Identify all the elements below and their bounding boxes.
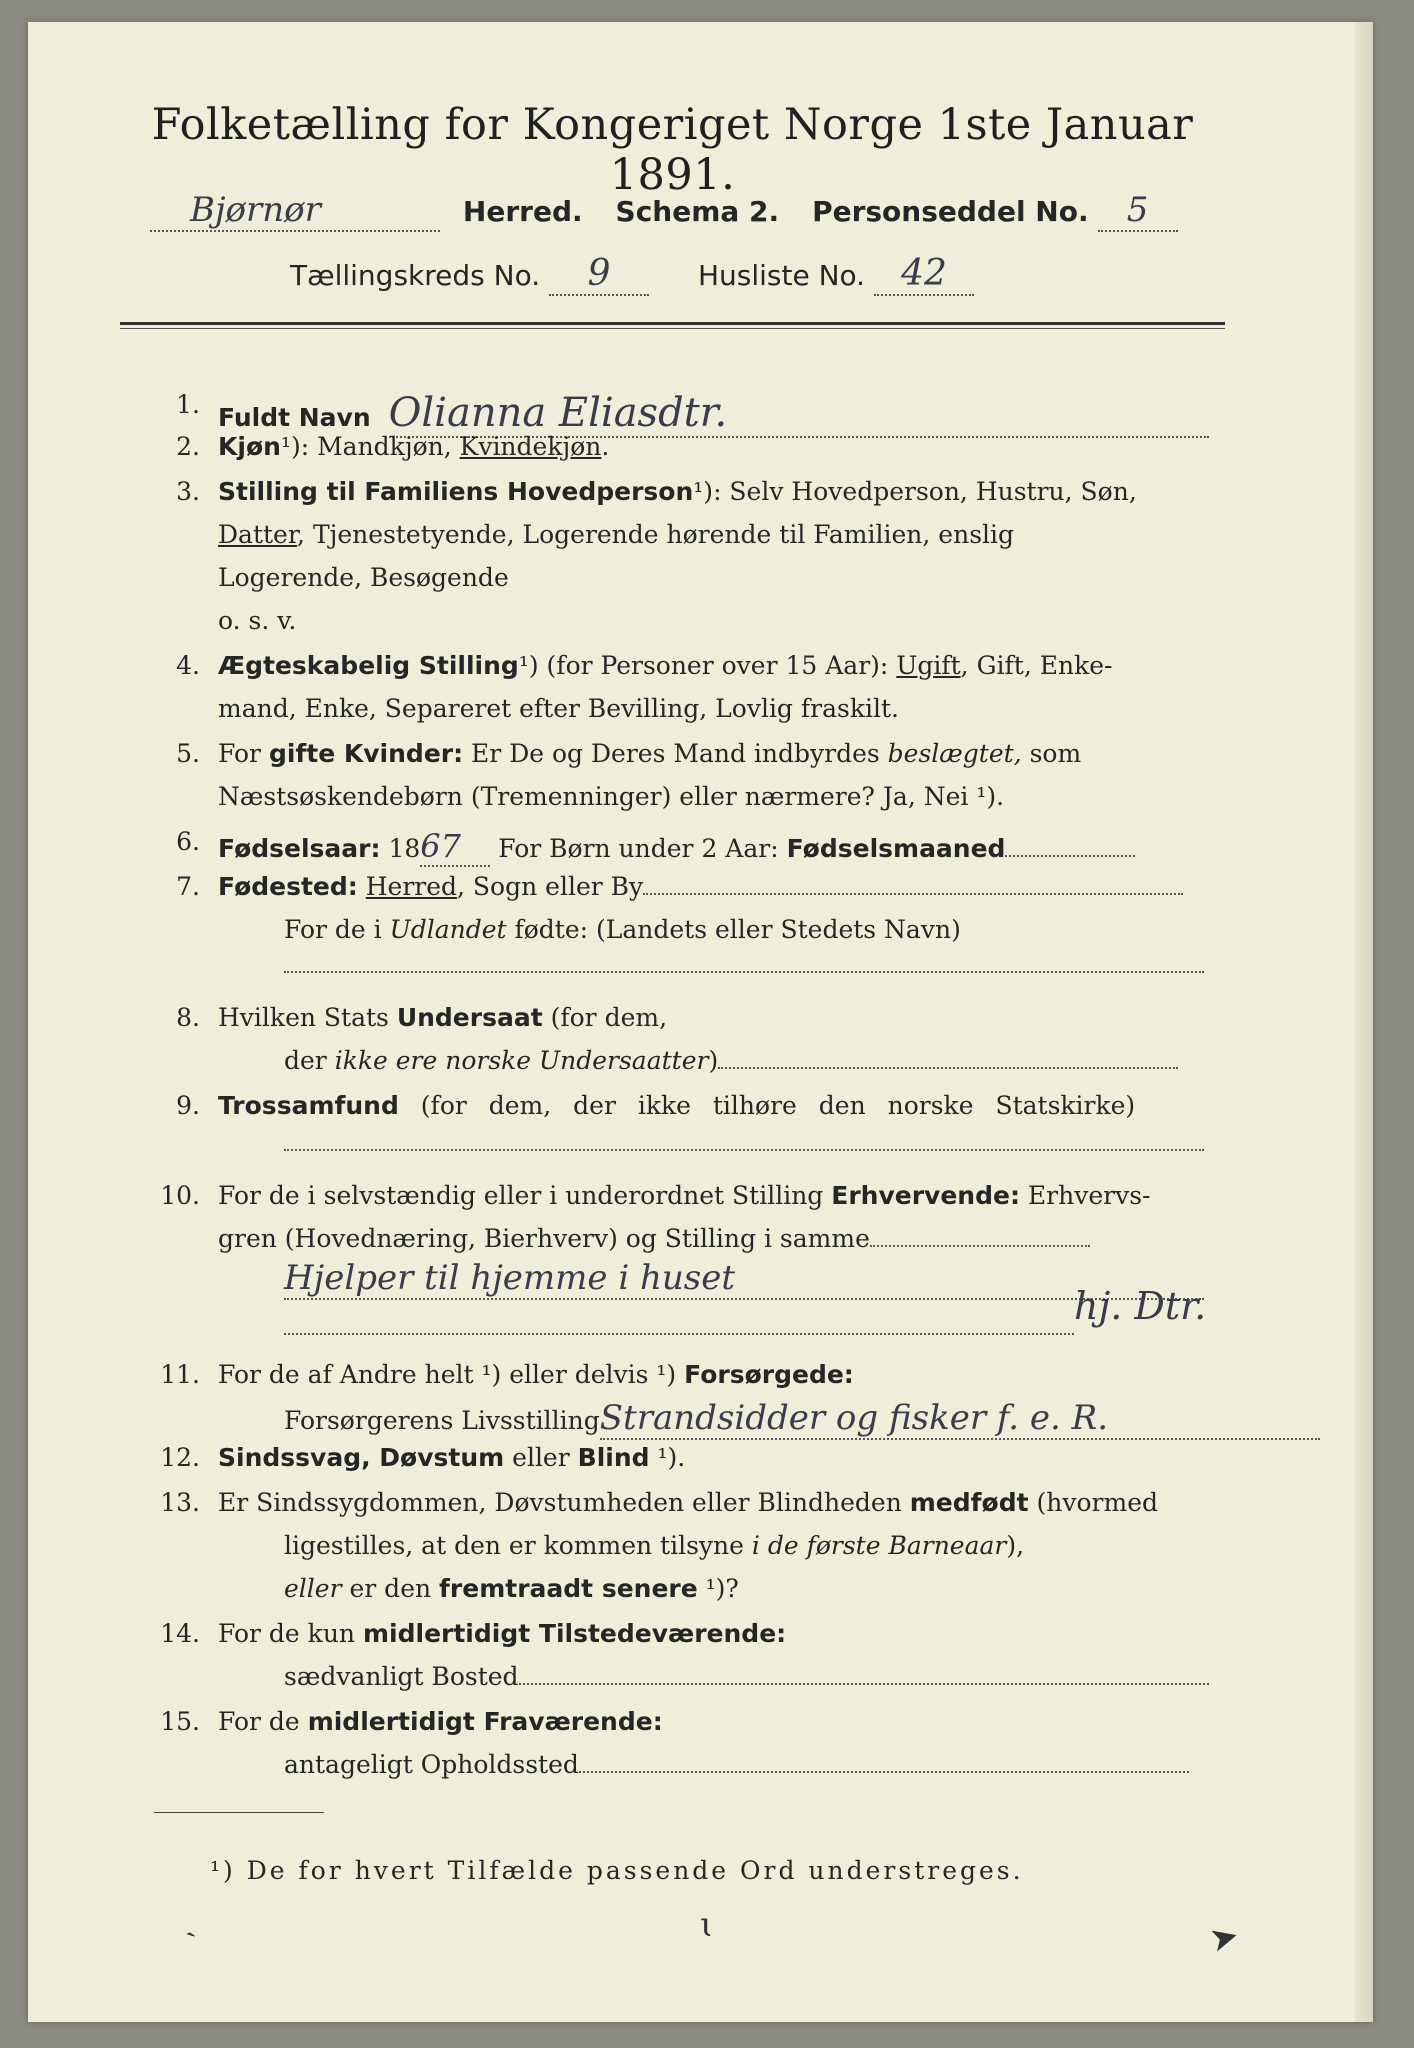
item-tilstedevaerende: For de kun midlertidigt Tilstedeværende: — [218, 1619, 787, 1648]
header-line-3 — [290, 253, 974, 296]
item-fravaerende: For de midlertidigt Fraværende: — [218, 1707, 663, 1736]
item-forsorgede-line2: Forsørgerens LivsstillingStrandsidder og fisker f. e. R. — [284, 1398, 1320, 1440]
item-number: 5. — [176, 739, 200, 768]
form-title: Folketælling for Kongeriget Norge 1ste Januar 1891. — [151, 100, 1194, 200]
item-number: 13. — [160, 1488, 200, 1517]
husliste-label: Husliste No. — [697, 259, 866, 292]
item-medfodt: Er Sindssygdommen, Døvstumheden eller Blindheden medfødt (hvormed — [218, 1488, 1158, 1517]
forsorger-value: Strandsidder og fisker f. e. R. — [600, 1398, 1320, 1440]
item-number: 15. — [160, 1707, 200, 1736]
item-fuldt-navn: Fuldt Navn Olianna Eliasdtr. — [218, 390, 1209, 438]
personseddel-label: Personseddel No. — [812, 195, 1089, 228]
kreds-label: Tællingskreds No. — [290, 259, 541, 292]
item-stilling-line4: o. s. v. — [218, 606, 297, 635]
item-number: 9. — [176, 1091, 200, 1120]
personseddel-value: 5 — [1098, 190, 1178, 232]
item-medfodt-line2: ligestilles, at den er kommen tilsyne i de første Barneaar), — [284, 1531, 1025, 1560]
erhverv-note: hj. Dtr. — [1074, 1284, 1207, 1328]
aegteskab-selected: Ugift — [896, 651, 961, 680]
item-stilling-line3: Logerende, Besøgende — [218, 563, 509, 592]
opholdssted-field — [579, 1771, 1189, 1773]
item-stilling: Stilling til Familiens Hovedperson¹): Selv Hovedperson, Hustru, Søn, — [218, 477, 1137, 506]
pencil-mark: ˎ — [173, 1899, 198, 1941]
erhverv-value: Hjelper til hjemme i huset — [284, 1258, 1204, 1300]
fodselsmaaned-field — [1005, 855, 1135, 857]
item-gifte-kvinder: For gifte Kvinder: Er De og Deres Mand indbyrdes beslægtet, som — [218, 739, 1082, 768]
item-number: 1. — [176, 390, 200, 419]
item-stilling-line2: Datter, Tjenestetyende, Logerende hørende til Familien, enslig — [218, 520, 1015, 549]
stilling-selected: Datter — [218, 520, 298, 549]
header-rule-thin — [120, 328, 1225, 329]
fodested-selected: Herred — [365, 872, 458, 901]
item-undersaat-line2: der ikke ere norske Undersaatter) — [284, 1046, 1178, 1075]
trossamfund-field — [284, 1128, 1204, 1157]
erhverv-field-2 — [284, 1284, 1207, 1344]
item-trossamfund: Trossamfund (for dem, der ikke tilhøre den norske Statskirke) — [218, 1091, 1136, 1120]
item-undersaat: Hvilken Stats Undersaat (for dem, — [218, 1003, 668, 1032]
item-number: 3. — [176, 477, 200, 506]
fuldt-navn-value: Olianna Eliasdtr. — [389, 390, 1209, 438]
item-number: 14. — [160, 1619, 200, 1648]
item-number: 4. — [176, 651, 200, 680]
item-sindssvag: Sindssvag, Døvstum eller Blind ¹). — [218, 1443, 686, 1472]
fodselsaar-value: 67 — [420, 827, 490, 867]
bosted-field — [519, 1683, 1209, 1685]
item-number: 7. — [176, 872, 200, 901]
herred-label: Herred. — [462, 195, 583, 228]
footnote: ¹) De for hvert Tilfælde passende Ord understreges. — [210, 1856, 1024, 1885]
schema-label: Schema 2. — [615, 195, 780, 228]
item-number: 6. — [176, 827, 200, 856]
header-line-2 — [150, 190, 1178, 232]
item-number: 2. — [176, 432, 200, 461]
pencil-mark: ➤ — [1205, 1914, 1244, 1962]
item-kjon: Kjøn¹): Mandkjøn, Kvindekjøn. — [218, 432, 610, 461]
herred-value: Bjørnør — [150, 190, 440, 232]
page-edge — [1355, 22, 1373, 2022]
item-gifte-kvinder-line2: Næstsøskendebørn (Tremenninger) eller nærmere? Ja, Nei ¹). — [218, 782, 1005, 811]
kjon-selected: Kvindekjøn — [459, 432, 602, 461]
husliste-value: 42 — [874, 253, 974, 296]
item-medfodt-line3: eller er den fremtraadt senere ¹)? — [284, 1574, 739, 1603]
item-erhverv: For de i selvstændig eller i underordnet Stilling Erhvervende: Erhvervs- — [218, 1181, 1151, 1210]
item-fodested-line2: For de i Udlandet fødte: (Landets eller Stedets Navn) — [284, 915, 961, 944]
erhverv-field-1 — [284, 1258, 1204, 1300]
item-number: 12. — [160, 1443, 200, 1472]
header-rule — [120, 322, 1225, 325]
item-number: 11. — [160, 1360, 200, 1389]
kreds-value: 9 — [549, 253, 649, 296]
item-fodested: Fødested: Herred, Sogn eller By — [218, 872, 1183, 901]
item-number: 10. — [160, 1181, 200, 1210]
fodested-field — [643, 893, 1183, 895]
item-tilstedevaerende-line2: sædvanligt Bosted — [284, 1662, 1209, 1691]
item-aegteskab-line2: mand, Enke, Separeret efter Bevilling, Lovlig fraskilt. — [218, 694, 899, 723]
footnote-separator — [154, 1812, 324, 1813]
item-erhverv-line2: gren (Hovednæring, Bierhverv) og Stilling i samme — [218, 1224, 1090, 1253]
item-fodselsaar: Fødselsaar: 1867 For Børn under 2 Aar: Fødselsmaaned — [218, 827, 1135, 867]
item-number: 8. — [176, 1003, 200, 1032]
item-forsorgede: For de af Andre helt ¹) eller delvis ¹) Forsørgede: — [218, 1360, 854, 1389]
undersaat-field — [718, 1067, 1178, 1069]
fodested-udland-field — [284, 950, 1204, 979]
item-aegteskab: Ægteskabelig Stilling¹) (for Personer over 15 Aar): Ugift, Gift, Enke- — [218, 651, 1113, 680]
item-fravaerende-line2: antageligt Opholdssted — [284, 1750, 1189, 1779]
pencil-mark: ɩ — [700, 1905, 714, 1945]
